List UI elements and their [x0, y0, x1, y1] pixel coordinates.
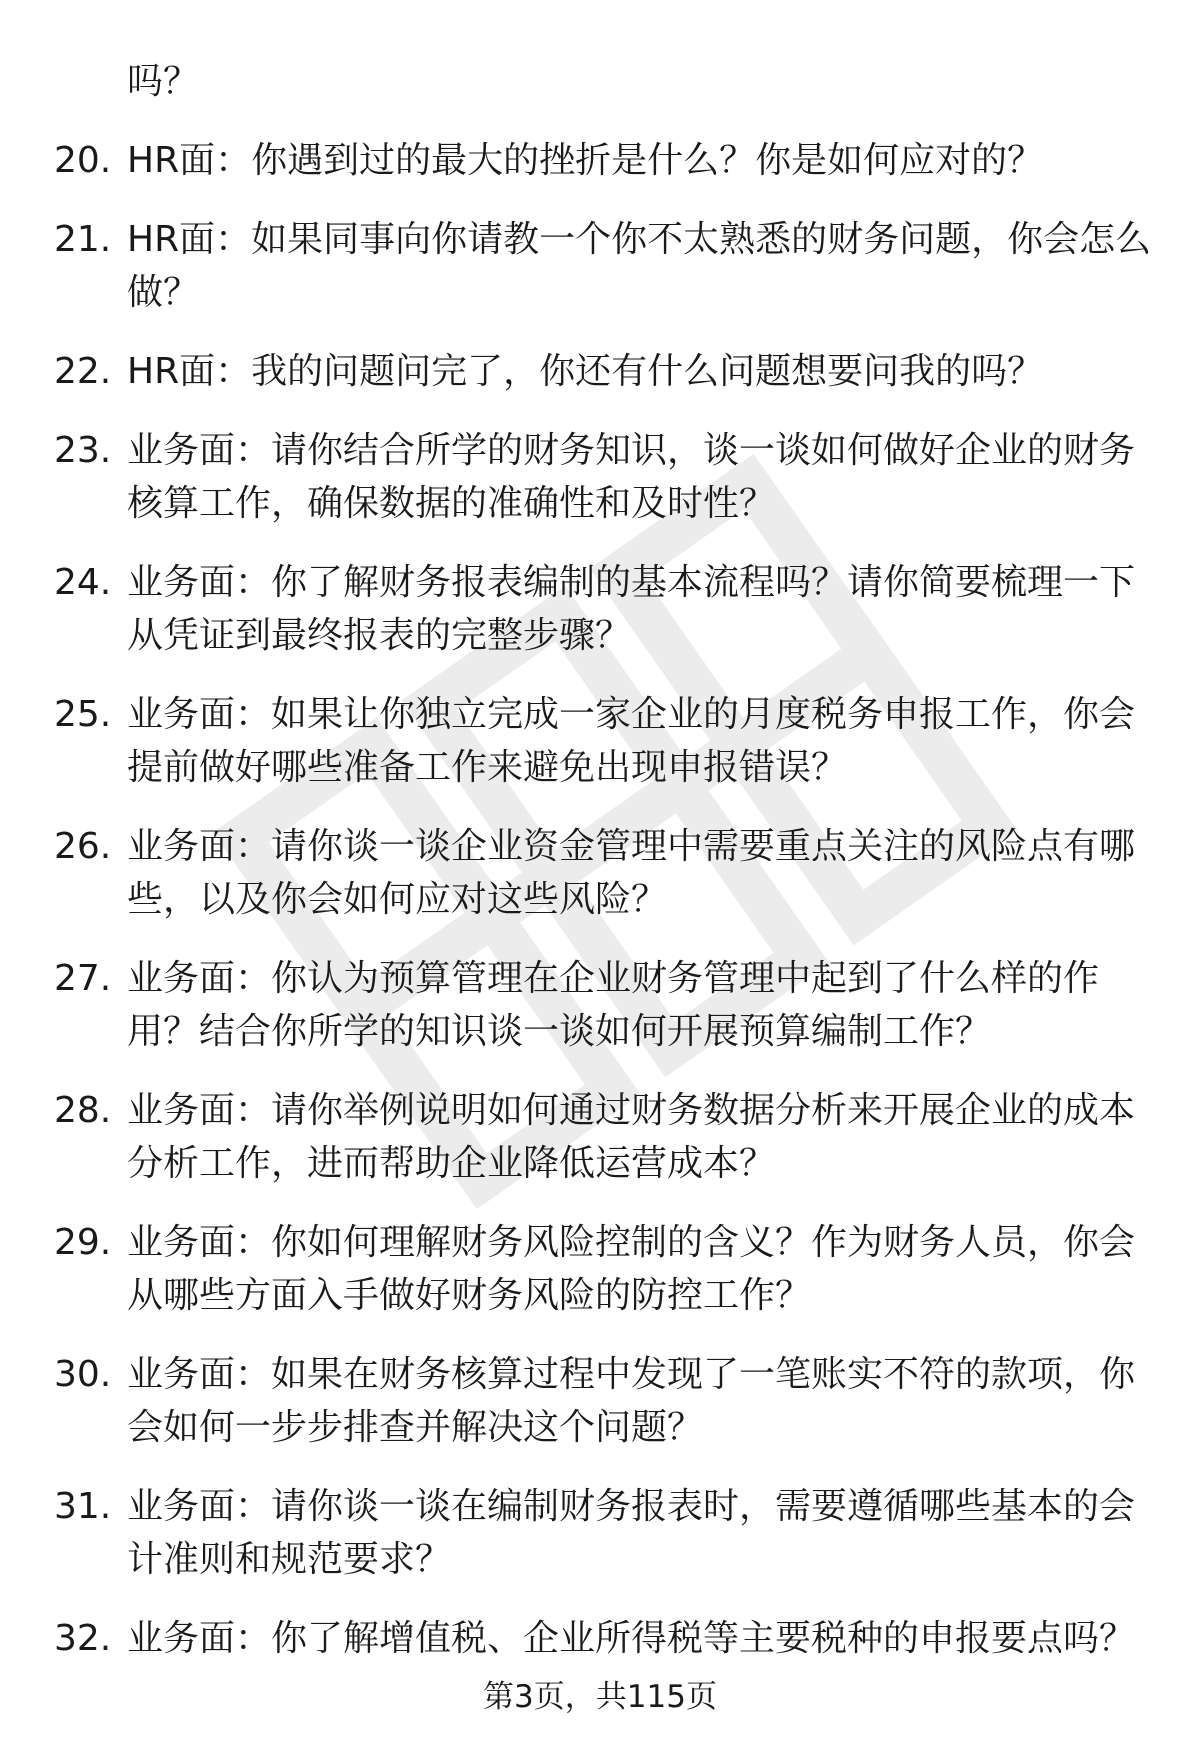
item-text: 业务面：你认为预算管理在企业财务管理中起到了什么样的作用？结合你所学的知识谈一谈如何开展预算编制工作？ — [127, 958, 1100, 1052]
item-number: 32. — [54, 1618, 112, 1659]
list-item — [0, 424, 1200, 530]
item-text: 业务面：如果让你独立完成一家企业的月度税务申报工作，你会提前做好哪些准备工作来避免出现申报错误？ — [127, 694, 1136, 788]
item-number: 28. — [54, 1090, 112, 1131]
item-text: HR面：你遇到过的最大的挫折是什么？你是如何应对的？ — [127, 140, 1044, 181]
list-item — [0, 213, 1200, 319]
item-text: 业务面：你了解增值税、企业所得税等主要税种的申报要点吗？ — [127, 1618, 1136, 1659]
item-text: 业务面：如果在财务核算过程中发现了一笔账实不符的款项，你会如何一步步排查并解决这个问题？ — [127, 1354, 1136, 1448]
item-text: HR面：如果同事向你请教一个你不太熟悉的财务问题，你会怎么做？ — [127, 219, 1152, 313]
list-item — [0, 1216, 1200, 1322]
page-footer — [0, 1675, 1200, 1719]
item-number: 24. — [54, 562, 112, 603]
item-text: 业务面：你如何理解财务风险控制的含义？作为财务人员，你会从哪些方面入手做好财务风险的防控工作？ — [127, 1222, 1136, 1316]
list-item — [0, 688, 1200, 794]
list-item — [0, 1084, 1200, 1190]
item-number: 29. — [54, 1222, 112, 1263]
page-number-label: 第3页，共115页 — [483, 1679, 717, 1715]
item-text: 业务面：你了解财务报表编制的基本流程吗？请你简要梳理一下从凭证到最终报表的完整步骤？ — [127, 562, 1136, 656]
list-item — [0, 820, 1200, 926]
item-text: 业务面：请你举例说明如何通过财务数据分析来开展企业的成本分析工作，进而帮助企业降低运营成本？ — [127, 1090, 1136, 1184]
item-text: HR面：我的问题问完了，你还有什么问题想要问我的吗？ — [127, 351, 1044, 392]
list-item — [0, 556, 1200, 662]
list-item — [0, 134, 1200, 187]
list-item-continuation — [0, 55, 1200, 108]
item-number: 21. — [54, 219, 112, 260]
list-item — [0, 952, 1200, 1058]
item-number: 25. — [54, 694, 112, 735]
continuation-text: 吗？ — [127, 61, 200, 102]
list-item — [0, 345, 1200, 398]
item-number: 31. — [54, 1486, 112, 1527]
item-number: 30. — [54, 1354, 112, 1395]
item-number: 23. — [54, 430, 112, 471]
list-item — [0, 1480, 1200, 1586]
list-item — [0, 1348, 1200, 1454]
item-text: 业务面：请你谈一谈在编制财务报表时，需要遵循哪些基本的会计准则和规范要求？ — [127, 1486, 1136, 1580]
list-item — [0, 1612, 1200, 1665]
item-text: 业务面：请你结合所学的财务知识，谈一谈如何做好企业的财务核算工作，确保数据的准确性和及时性？ — [127, 430, 1136, 524]
item-number: 20. — [54, 140, 112, 181]
item-number: 27. — [54, 958, 112, 999]
item-number: 22. — [54, 351, 112, 392]
item-text: 业务面：请你谈一谈企业资金管理中需要重点关注的风险点有哪些，以及你会如何应对这些风险？ — [127, 826, 1136, 920]
item-number: 26. — [54, 826, 112, 867]
question-list — [0, 55, 1200, 1691]
